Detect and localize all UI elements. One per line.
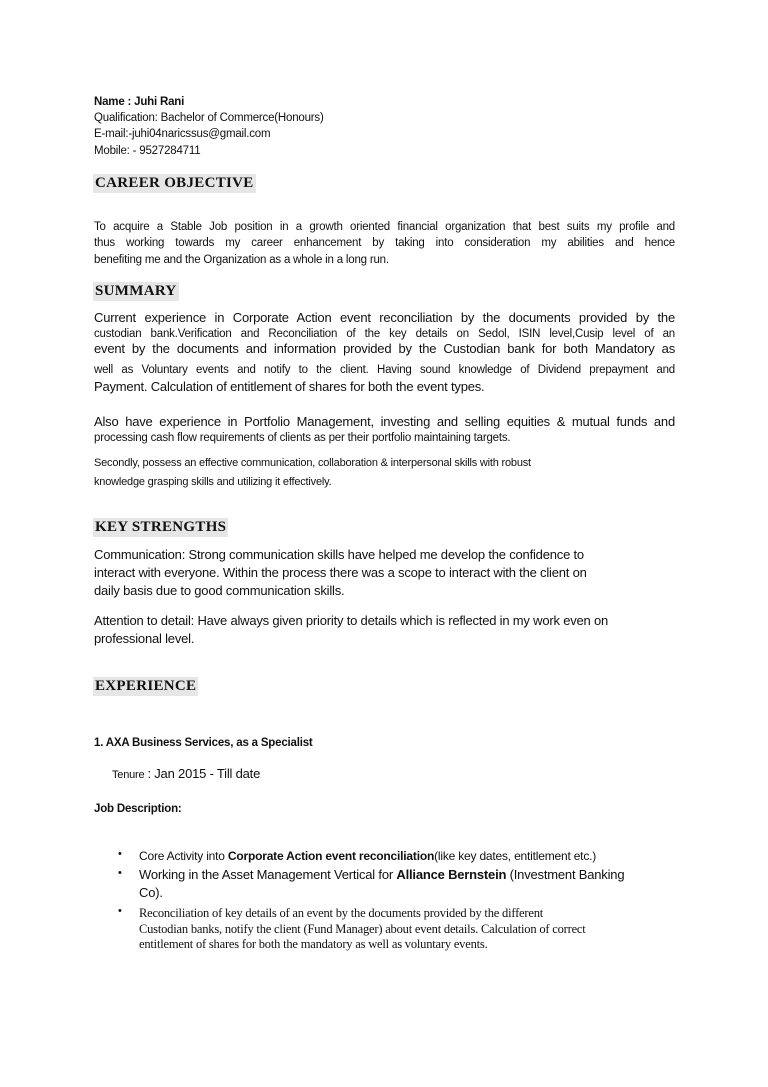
- bullet-bold-text: Corporate Action event reconciliation: [227, 849, 435, 863]
- summary-line: Current experience in Corporate Action event reconciliation by the documents provided by the: [94, 310, 675, 325]
- strength-line: daily basis due to good communication skills.: [94, 583, 345, 598]
- bullet-icon: •: [118, 848, 122, 860]
- summary-line: Also have experience in Portfolio Management, investing and selling equities & mutual funds and: [94, 414, 675, 429]
- job-bullet: entitlement of shares for both the mandatory as well as voluntary events.: [139, 937, 488, 951]
- bullet-text: (like key dates, entitlement etc.): [434, 849, 597, 863]
- bullet-text: (Investment Banking: [506, 867, 625, 882]
- strength-line: professional level.: [94, 631, 195, 646]
- bullet-bold-text: Alliance Bernstein: [396, 867, 507, 882]
- summary-line: custodian bank.Verification and Reconciliation of the key details on Sedol, ISIN level,Cusip level of an: [94, 328, 675, 340]
- summary-line: processing cash flow requirements of clients as per their portfolio maintaining targets.: [94, 432, 511, 444]
- key-strengths-heading: KEY STRENGTHS: [95, 519, 227, 535]
- job-bullet: Custodian banks, notify the client (Fund Manager) about event details. Calculation of correct: [139, 922, 586, 936]
- strength-line: interact with everyone. Within the process there was a scope to interact with the client on: [94, 565, 587, 580]
- summary-line: well as Voluntary events and notify to the client. Having sound knowledge of Dividend prepayment and: [94, 364, 675, 376]
- job-bullet: Reconciliation of key details of an event by the documents provided by the different: [139, 906, 544, 920]
- strength-line: Communication: Strong communication skills have helped me develop the confidence to: [94, 547, 584, 562]
- bullet-icon: •: [118, 905, 122, 917]
- job-description-label: Job Description:: [94, 803, 182, 815]
- contact-email: E-mail:-juhi04naricssus@gmail.com: [94, 128, 271, 140]
- objective-line: thus working towards my career enhancement by taking into consideration my abilities and hence: [94, 237, 675, 249]
- tenure-value: : Jan 2015 - Till date: [147, 766, 261, 781]
- job-title: 1. AXA Business Services, as a Specialist: [94, 737, 313, 749]
- summary-line: event by the documents and information provided by the Custodian bank for both Mandatory as: [94, 341, 675, 356]
- job-bullet: [139, 848, 596, 864]
- contact-mobile: Mobile: - 9527284711: [94, 145, 201, 157]
- tenure: [112, 766, 260, 783]
- tenure-label: Tenure: [112, 769, 145, 781]
- summary-line: Payment. Calculation of entitlement of shares for both the event types.: [94, 379, 485, 394]
- summary-heading: SUMMARY: [95, 283, 177, 299]
- objective-line: benefiting me and the Organization as a whole in a long run.: [94, 254, 389, 266]
- contact-name: Name : Juhi Rani: [94, 96, 185, 108]
- job-bullet-continued: Co).: [139, 885, 163, 900]
- career-objective-heading: CAREER OBJECTIVE: [95, 175, 254, 191]
- bullet-text: Core Activity into: [139, 849, 228, 863]
- summary-line: knowledge grasping skills and utilizing it effectively.: [94, 476, 332, 488]
- bullet-icon: •: [118, 867, 122, 879]
- strength-line: Attention to detail: Have always given priority to details which is reflected in my work even on: [94, 613, 609, 628]
- experience-heading: EXPERIENCE: [95, 678, 197, 694]
- summary-line: Secondly, possess an effective communication, collaboration & interpersonal skills with robust: [94, 457, 531, 469]
- objective-line: To acquire a Stable Job position in a growth oriented financial organization that best suits my profile and: [94, 221, 675, 233]
- contact-qualification: Qualification: Bachelor of Commerce(Honours): [94, 112, 324, 124]
- bullet-text: Working in the Asset Management Vertical for: [139, 867, 397, 882]
- job-bullet: [139, 867, 624, 883]
